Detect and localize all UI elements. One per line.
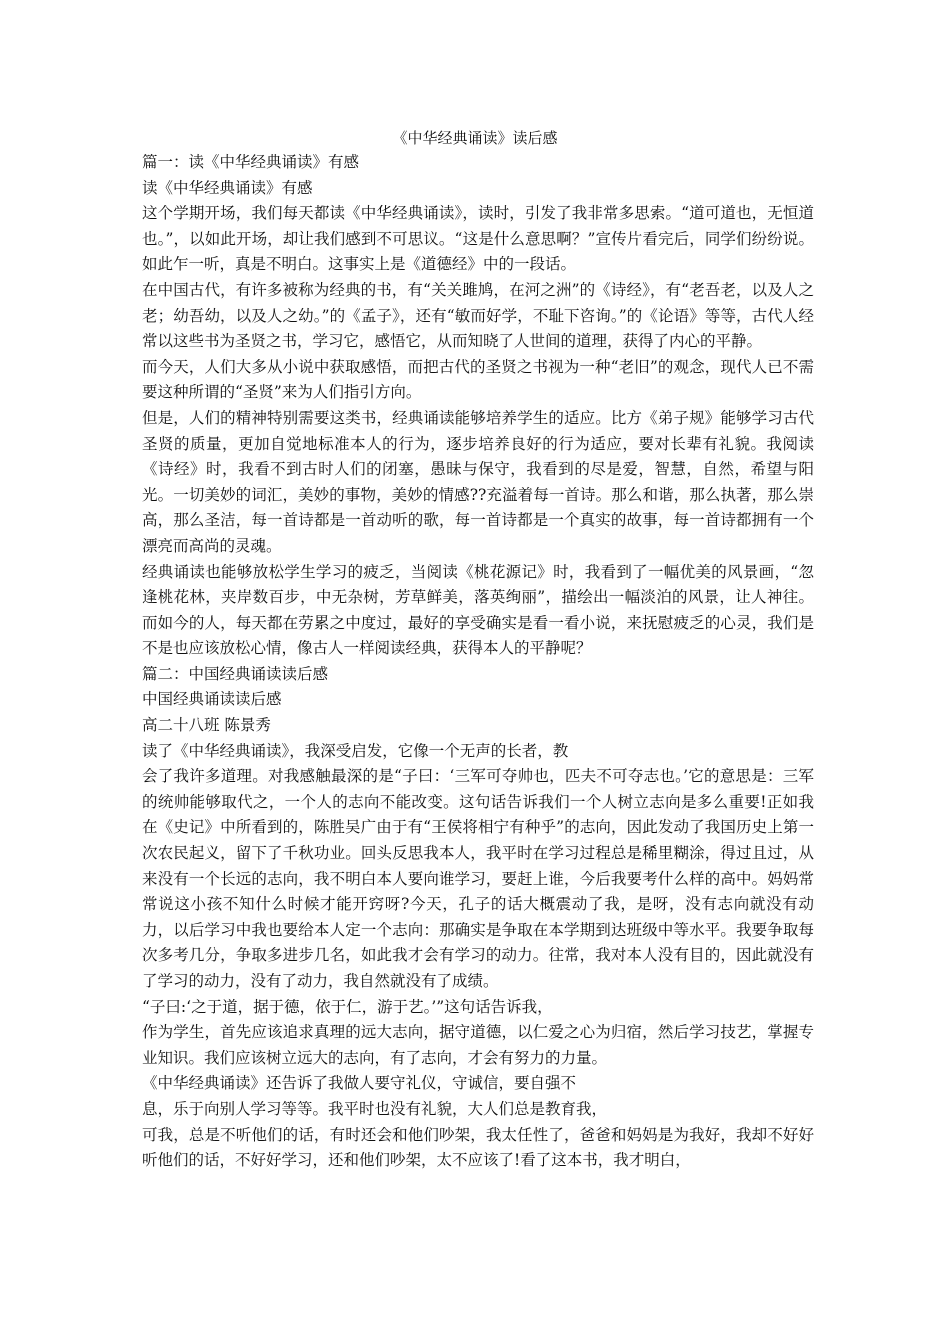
body-paragraph: 但是，人们的精神特别需要这类书，经典诵读能够培养学生的适应。比方《弟子规》能够学习古代圣贤的质量，更加自觉地标准本人的行为，逐步培养良好的行为适应，要对长辈有礼貌。我阅读《诗经》时，我看不到古时人们的闭塞，愚昧与保守，我看到的尽是爱，智慧，自然，希望与阳光。一切美妙的词汇，美妙的事物，美妙的情感??充溢着每一首诗。那么和谐，那么执著，那么崇高，那么圣洁，每一首诗都是一首动听的歌，每一首诗都是一个真实的故事，每一首诗都拥有一个漂亮而高尚的灵魂。	[142, 408, 814, 555]
body-paragraph: 可我，总是不听他们的话，有时还会和他们吵架，我太任性了，爸爸和妈妈是为我好，我却不好好听他们的话，不好好学习，还和他们吵架，太不应该了!看了这本书，我才明白，	[142, 1125, 814, 1170]
body-paragraph: 息，乐于向别人学习等等。我平时也没有礼貌，大人们总是教育我，	[142, 1099, 608, 1118]
body-paragraph: 《中华经典诵读》还告诉了我做人要守礼仪，守诚信，要自强不	[142, 1074, 577, 1093]
body-paragraph: 而今天，人们大多从小说中获取感悟，而把古代的圣贤之书视为一种“老旧”的观念，现代人已不需要这种所谓的“圣贤”来为人们指引方向。	[142, 357, 814, 402]
essay-title-1: 读《中华经典诵读》有感	[142, 178, 313, 197]
body-paragraph: “子曰:‘之于道，据于德，依于仁，游于艺。’”这句话告诉我，	[142, 997, 553, 1016]
body-paragraph: 这个学期开场，我们每天都读《中华经典诵读》，读时，引发了我非常多思索。“道可道也，无恒道也。”，以如此开场，却让我们感到不可思议。“这是什么意思啊？”宣传片看完后，同学们纷纷说。如此乍一听，真是不明白。这事实上是《道德经》中的一段话。	[142, 204, 814, 274]
author-line: 高二十八班 陈景秀	[142, 716, 271, 735]
essay-title-2: 中国经典诵读读后感	[142, 690, 282, 709]
document-title: 《中华经典诵读》读后感	[392, 129, 558, 147]
section-heading-1: 篇一：读《中华经典诵读》有感	[142, 153, 360, 171]
body-paragraph: 会了我许多道理。对我感触最深的是“子曰：‘三军可夺帅也，匹夫不可夺志也。’它的意思是：三军的统帅能够取代之，一个人的志向不能改变。这句话告诉我们一个人树立志向是多么重要!正如我在《史记》中所看到的，陈胜吴广由于有“王侯将相宁有种乎”的志向，因此发动了我国历史上第一次农民起义，留下了千秋功业。回头反思我本人，我平时在学习过程总是稀里糊涂，得过且过，从来没有一个长远的志向，我不明白本人要向谁学习，要赶上谁，今后我要考什么样的高中。妈妈常常说这小孩不知什么时候才能开窍呀?今天，孔子的话大概震动了我，是呀，没有志向就没有动力，以后学习中我也要给本人定一个志向：那确实是争取在本学期到达班级中等水平。我要争取每次多考几分，争取多进步几名，如此我才会有学习的动力。往常，我对本人没有目的，因此就没有了学习的动力，没有了动力，我自然就没有了成绩。	[142, 767, 814, 990]
section-heading-2: 篇二：中国经典诵读读后感	[142, 664, 329, 683]
document-body	[142, 150, 814, 1174]
body-paragraph: 在中国古代，有许多被称为经典的书，有“关关雎鸠，在河之洲”的《诗经》，有“老吾老，以及人之老；幼吾幼，以及人之幼。”的《孟子》，还有“敏而好学，不耻下咨询。”的《论语》等等，古代人经常以这些书为圣贤之书，学习它，感悟它，从而知晓了人世间的道理，获得了内心的平静。	[142, 280, 814, 351]
body-paragraph: 读了《中华经典诵读》，我深受启发，它像一个无声的长者，教	[142, 741, 569, 760]
body-paragraph: 经典诵读也能够放松学生学习的疲乏，当阅读《桃花源记》时，我看到了一幅优美的风景画，“忽逢桃花林，夹岸数百步，中无杂树，芳草鲜美，落英绚丽”，描绘出一幅淡泊的风景，让人神往。而如今的人，每天都在劳累之中度过，最好的享受确实是看一看小说，来抚慰疲乏的心灵，我们是不是也应该放松心情，像古人一样阅读经典，获得本人的平静呢？	[142, 562, 814, 658]
body-paragraph: 作为学生，首先应该追求真理的远大志向，据守道德，以仁爱之心为归宿，然后学习技艺，掌握专业知识。我们应该树立远大的志向，有了志向，才会有努力的力量。	[142, 1023, 814, 1067]
